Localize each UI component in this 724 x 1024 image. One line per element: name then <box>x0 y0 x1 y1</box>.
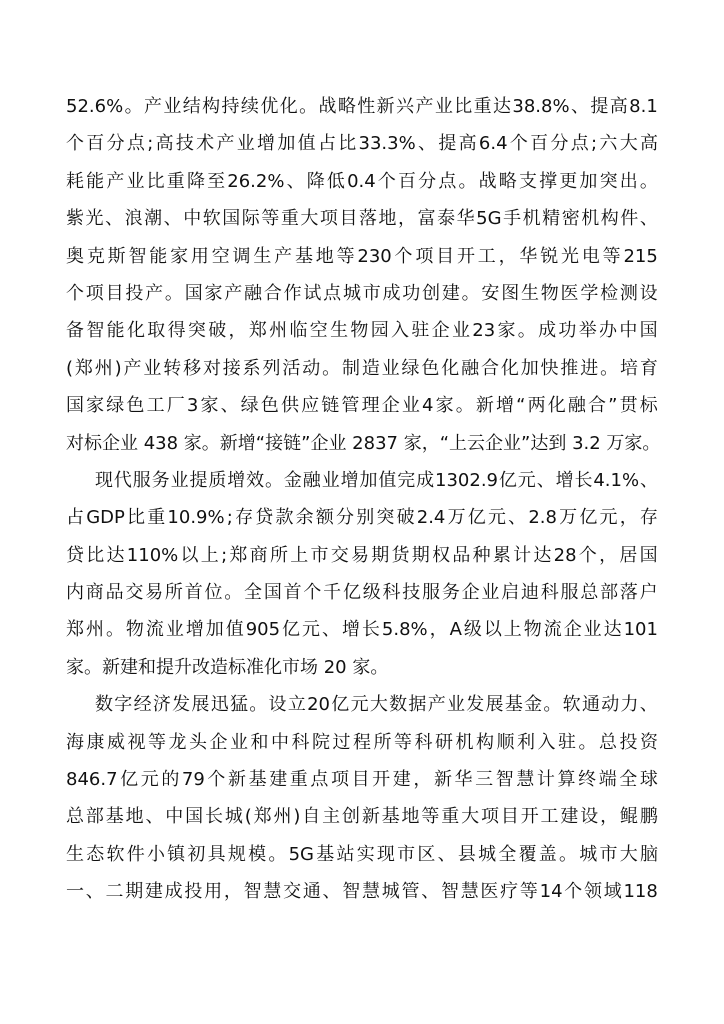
text-line: 52.6% 。 产 业 结 构 持 续 优 化 。 战 略 性 新 兴 产 业 比 重 达 38.8% 、 提 高 8.1 <box>66 96 658 117</box>
text-line: 生 态 软 件 小 镇 初 具 规 模 。 5G 基 站 实 现 市 区 、 县 城 全 覆 盖 。 城 市 大 脑 <box>66 843 658 865</box>
text-line: 备 智 能 化 取 得 突 破 ， 郑 州 临 空 生 物 园 入 驻 企 业 23 家 。 成 功 举 办 中 国 <box>66 320 658 342</box>
text-line: 国 家 绿 色 工 厂 3 家 、 绿 色 供 应 链 管 理 企 业 4 家 。 新 增 “ 两 化 融 合 ” 贯 标 <box>66 395 658 417</box>
text-line: 846.7 亿 元 的 79 个 新 基 建 重 点 项 目 开 建 ， 新 华 三 智 慧 计 算 终 端 全 球 <box>66 769 658 791</box>
text-line: 贷 比 达 110% 以 上 ; 郑 商 所 上 市 交 易 期 货 期 权 品 种 累 计 达 28 个 ， 居 国 <box>66 544 658 566</box>
text-line: ( 郑 州 ) 产 业 转 移 对 接 系 列 活 动 。 制 造 业 绿 色 化 融 合 化 加 快 推 进 。 培 育 <box>66 357 658 379</box>
text-line: 对标企业 438 家。新增“接链”企业 2837 家，“上云企业”达到 3.2 万家。 <box>66 432 661 454</box>
text-line: 奥 克 斯 智 能 家 用 空 调 生 产 基 地 等 230 个 项 目 开 工 ， 华 锐 光 电 等 215 <box>66 245 658 267</box>
text-line: 现 代 服 务 业 提 质 增 效 。 金 融 业 增 加 值 完 成 1302.9 亿 元 、 增 长 4.1% 、 <box>95 469 658 491</box>
text-line: 数 字 经 济 发 展 迅 猛 。 设 立 20 亿 元 大 数 据 产 业 发 展 基 金 。 软 通 动 力 、 <box>95 694 658 716</box>
document-body <box>66 88 661 911</box>
text-line: 家。新建和提升改造标准化市场 20 家。 <box>66 656 389 678</box>
text-line: 总 部 基 地 、 中 国 长 城 ( 郑 州 ) 自 主 创 新 基 地 等 重 大 项 目 开 工 建 设 ， 鲲 鹏 <box>66 806 658 828</box>
text-line: 个 百 分 点 ; 高 技 术 产 业 增 加 值 占 比 33.3% 、 提 高 6.4 个 百 分 点 ; 六 大 高 <box>66 133 658 155</box>
text-line: 一 、 二 期 建 成 投 用 ， 智 慧 交 通 、 智 慧 城 管 、 智 慧 医 疗 等 14 个 领 域 118 <box>66 881 658 903</box>
text-line: 紫 光 、 浪 潮 、 中 软 国 际 等 重 大 项 目 落 地 ， 富 泰 华 5G 手 机 精 密 机 构 件 、 <box>66 208 658 230</box>
text-line: 占 GDP 比 重 10.9% ; 存 贷 款 余 额 分 别 突 破 2.4 万 亿 元 、 2.8 万 亿 元 ， 存 <box>66 507 658 529</box>
text-line: 耗 能 产 业 比 重 降 至 26.2% 、 降 低 0.4 个 百 分 点 。 战 略 支 撑 更 加 突 出 。 <box>66 170 658 192</box>
text-line: 内 商 品 交 易 所 首 位 。 全 国 首 个 千 亿 级 科 技 服 务 企 业 启 迪 科 服 总 部 落 户 <box>66 582 658 604</box>
text-line: 海 康 威 视 等 龙 头 企 业 和 中 科 院 过 程 所 等 科 研 机 构 顺 利 入 驻 。 总 投 资 <box>66 731 658 753</box>
text-line: 郑 州 。 物 流 业 增 加 值 905 亿 元 、 增 长 5.8% ， A 级 以 上 物 流 企 业 达 101 <box>66 619 658 641</box>
text-line: 个 项 目 投 产 。 国 家 产 融 合 作 试 点 城 市 成 功 创 建 。 安 图 生 物 医 学 检 测 设 <box>66 282 658 304</box>
